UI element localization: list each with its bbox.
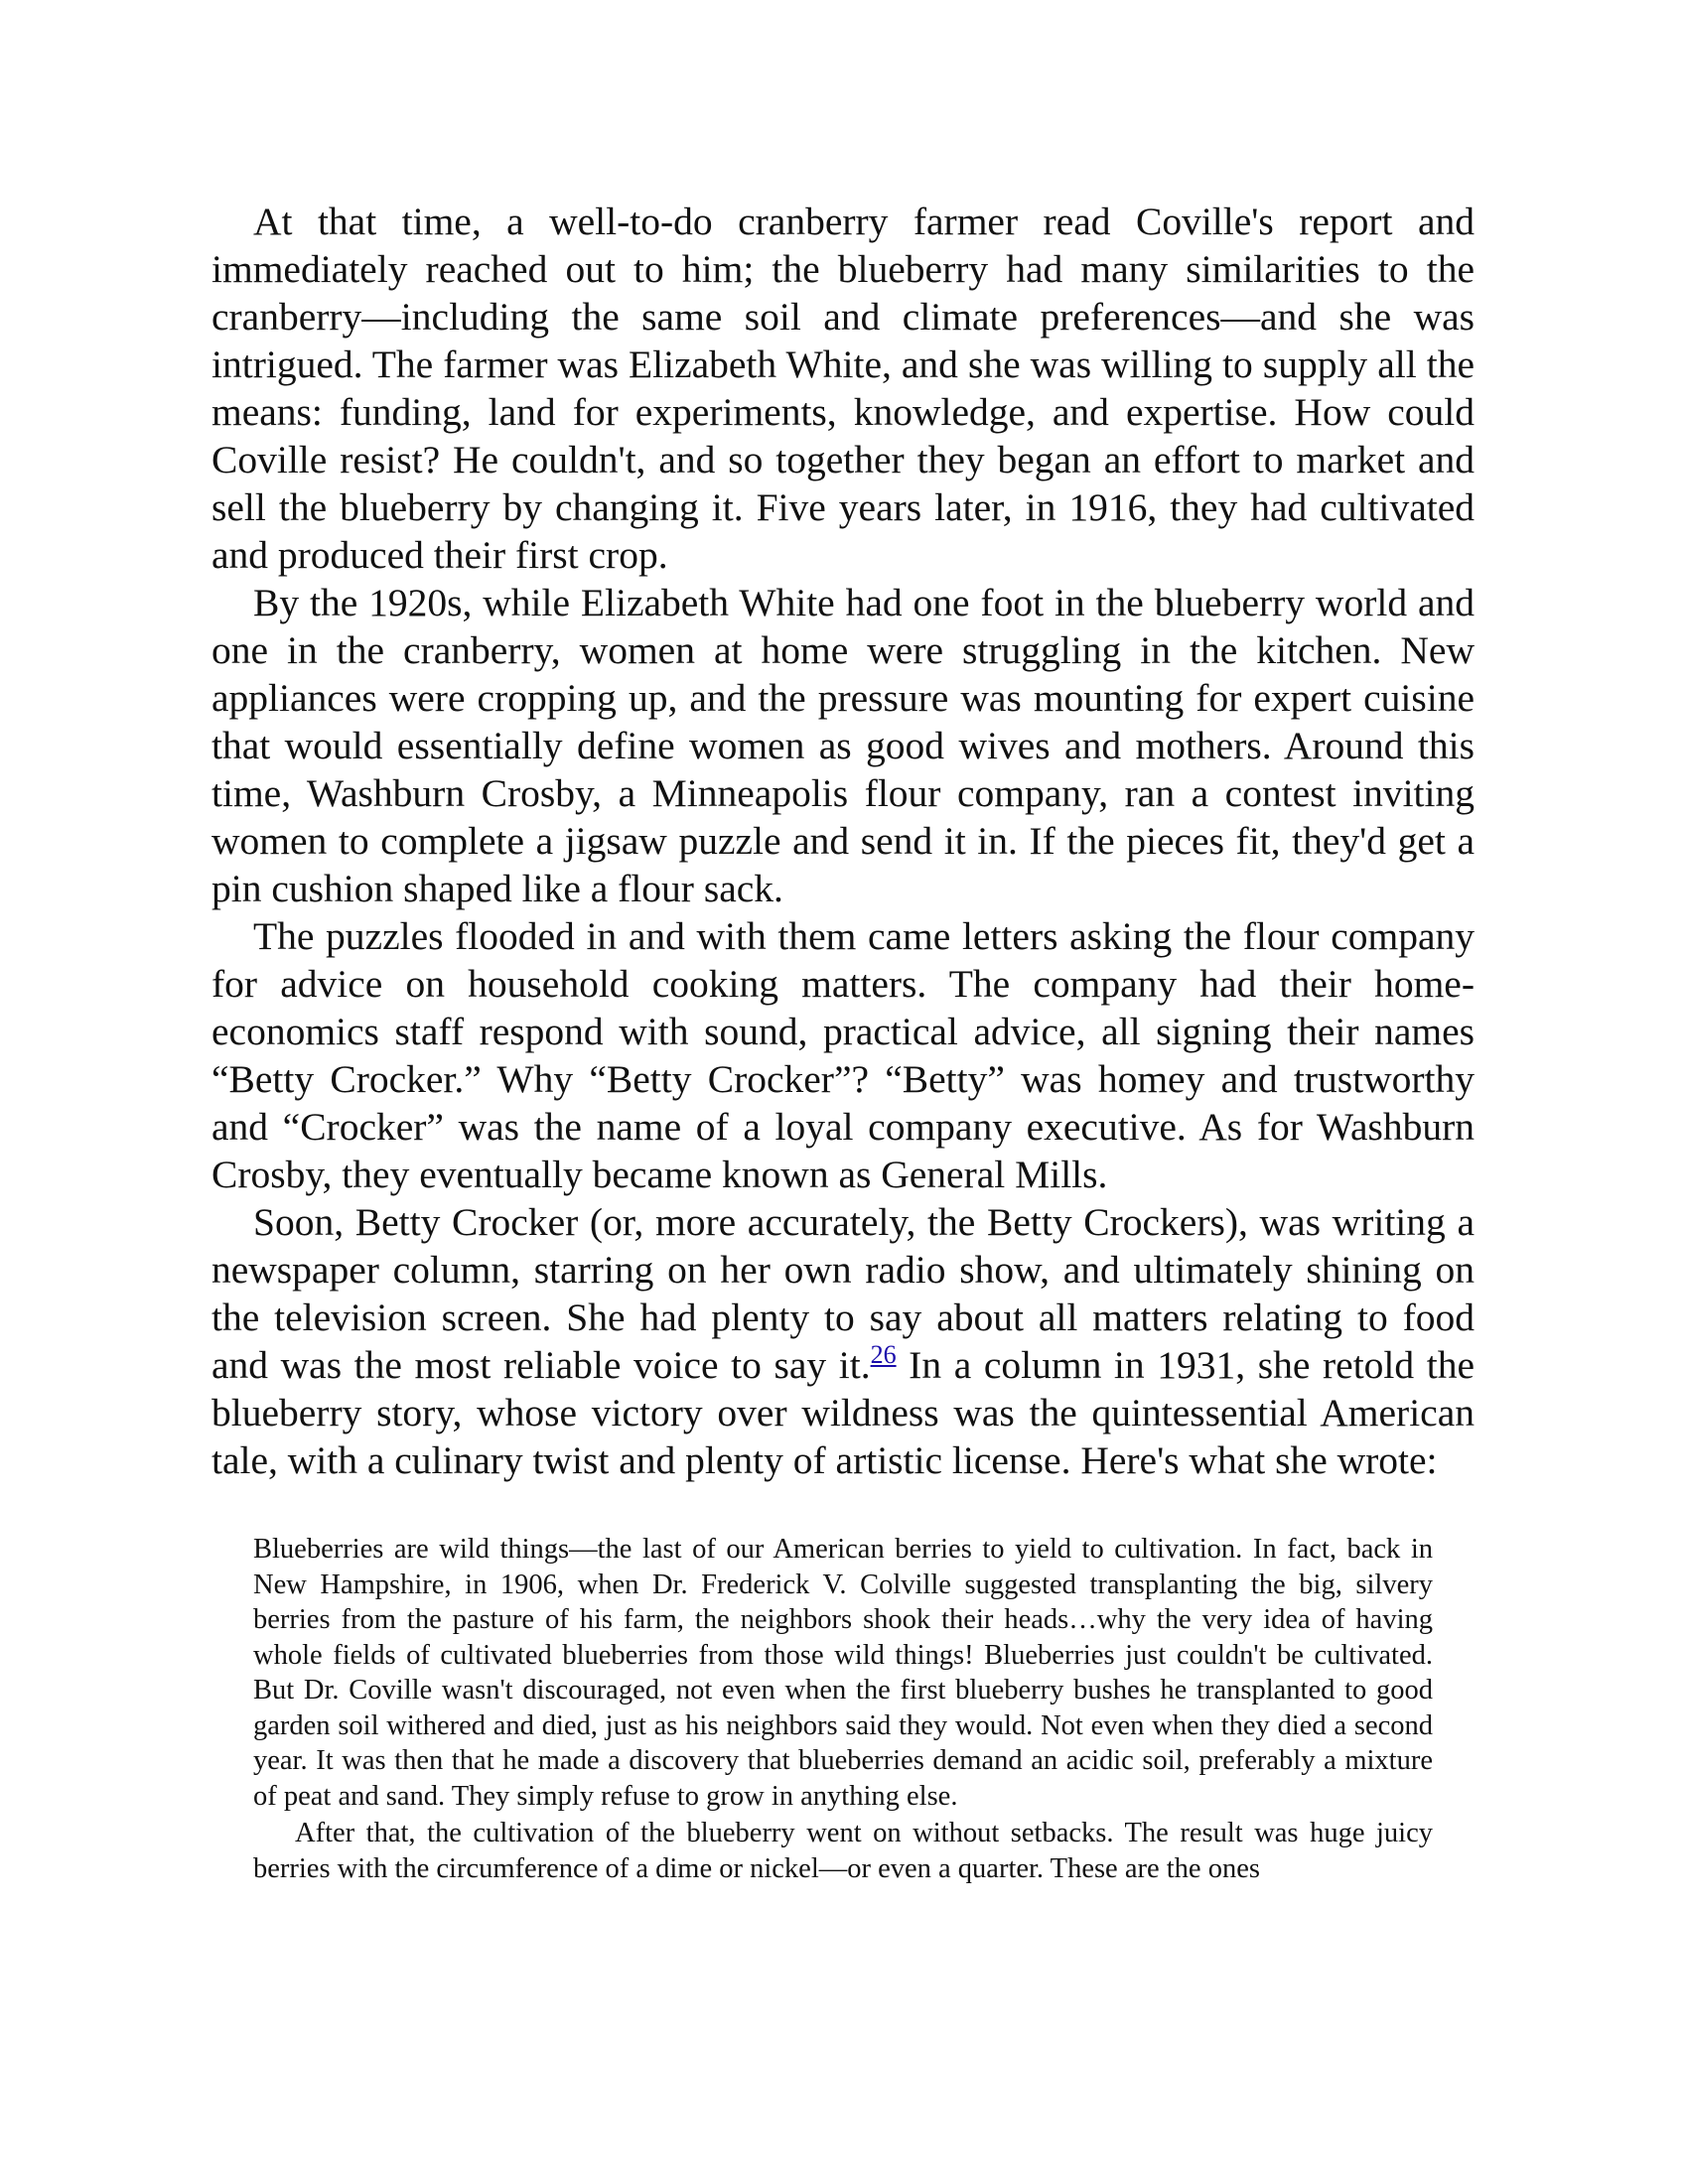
body-paragraph-3: The puzzles flooded in and with them came letters asking the flour company for advice on household cooking matters. The company had their home-economics staff respond with sound, practical advice, all signing their names “Betty Crocker.” Why “Betty Crocker”? “Betty” was homey and trustworthy and “Crocker” was the name of a loyal company executive. As for Washburn Crosby, they eventually became known as General Mills. (211, 914, 1475, 1196)
quote-paragraph-2: After that, the cultivation of the blueberry went on without setbacks. The result was huge juicy berries with the circumference of a dime or nickel—or even a quarter. These are the ones (253, 1818, 1433, 1884)
body-paragraph-4 (211, 1198, 1475, 1484)
paragraph-4-text-end: In a column in 1931, she retold the blueberry story, whose victory over wildness was the quintessential American tale, with a culinary twist and plenty of artistic license. Here's what she wrote: (211, 1343, 1476, 1482)
blockquote (211, 1532, 1475, 1886)
paragraph-4-text-start: Soon, Betty Crocker (or, more accurately, the Betty Crockers), was writing a newspaper column, starring on her own radio show, and ultimately shining on the television screen. She had plenty to say about all matters relating to food and was the most reliable voice to say it. (211, 1200, 1475, 1387)
page-content (211, 198, 1475, 1886)
quote-paragraph-1: Blueberries are wild things—the last of our American berries to yield to cultivation. In fact, back in New Hampshire, in 1906, when Dr. Frederick V. Colville suggested transplanting the big, silvery berries from the pasture of his farm, the neighbors shook their heads…why the very idea of having whole fields of cultivated blueberries from those wild things! Blueberries just couldn't be cultivated. But Dr. Coville wasn't discouraged, not even when the first blueberry bushes he transplanted to good garden soil withered and died, just as his neighbors said they would. Not even when they died a second year. It was then that he made a discovery that blueberries demand an acidic soil, preferably a mixture of peat and sand. They simply refuse to grow in anything else. (253, 1534, 1433, 1812)
footnote-link-26[interactable]: 26 (870, 1340, 897, 1369)
body-paragraph-2: By the 1920s, while Elizabeth White had one foot in the blueberry world and one in the cranberry, women at home were struggling in the kitchen. New appliances were cropping up, and the pressure was mounting for expert cuisine that would essentially define women as good wives and mothers. Around this time, Washburn Crosby, a Minneapolis flour company, ran a contest inviting women to complete a jigsaw puzzle and send it in. If the pieces fit, they'd get a pin cushion shaped like a flour sack. (211, 581, 1475, 910)
body-paragraph-1: At that time, a well-to-do cranberry farmer read Coville's report and immediately reached out to him; the blueberry had many similarities to the cranberry—including the same soil and climate preferences—and she was intrigued. The farmer was Elizabeth White, and she was willing to supply all the means: funding, land for experiments, knowledge, and expertise. How could Coville resist? He couldn't, and so together they began an effort to market and sell the blueberry by changing it. Five years later, in 1916, they had cultivated and produced their first crop. (211, 200, 1475, 577)
